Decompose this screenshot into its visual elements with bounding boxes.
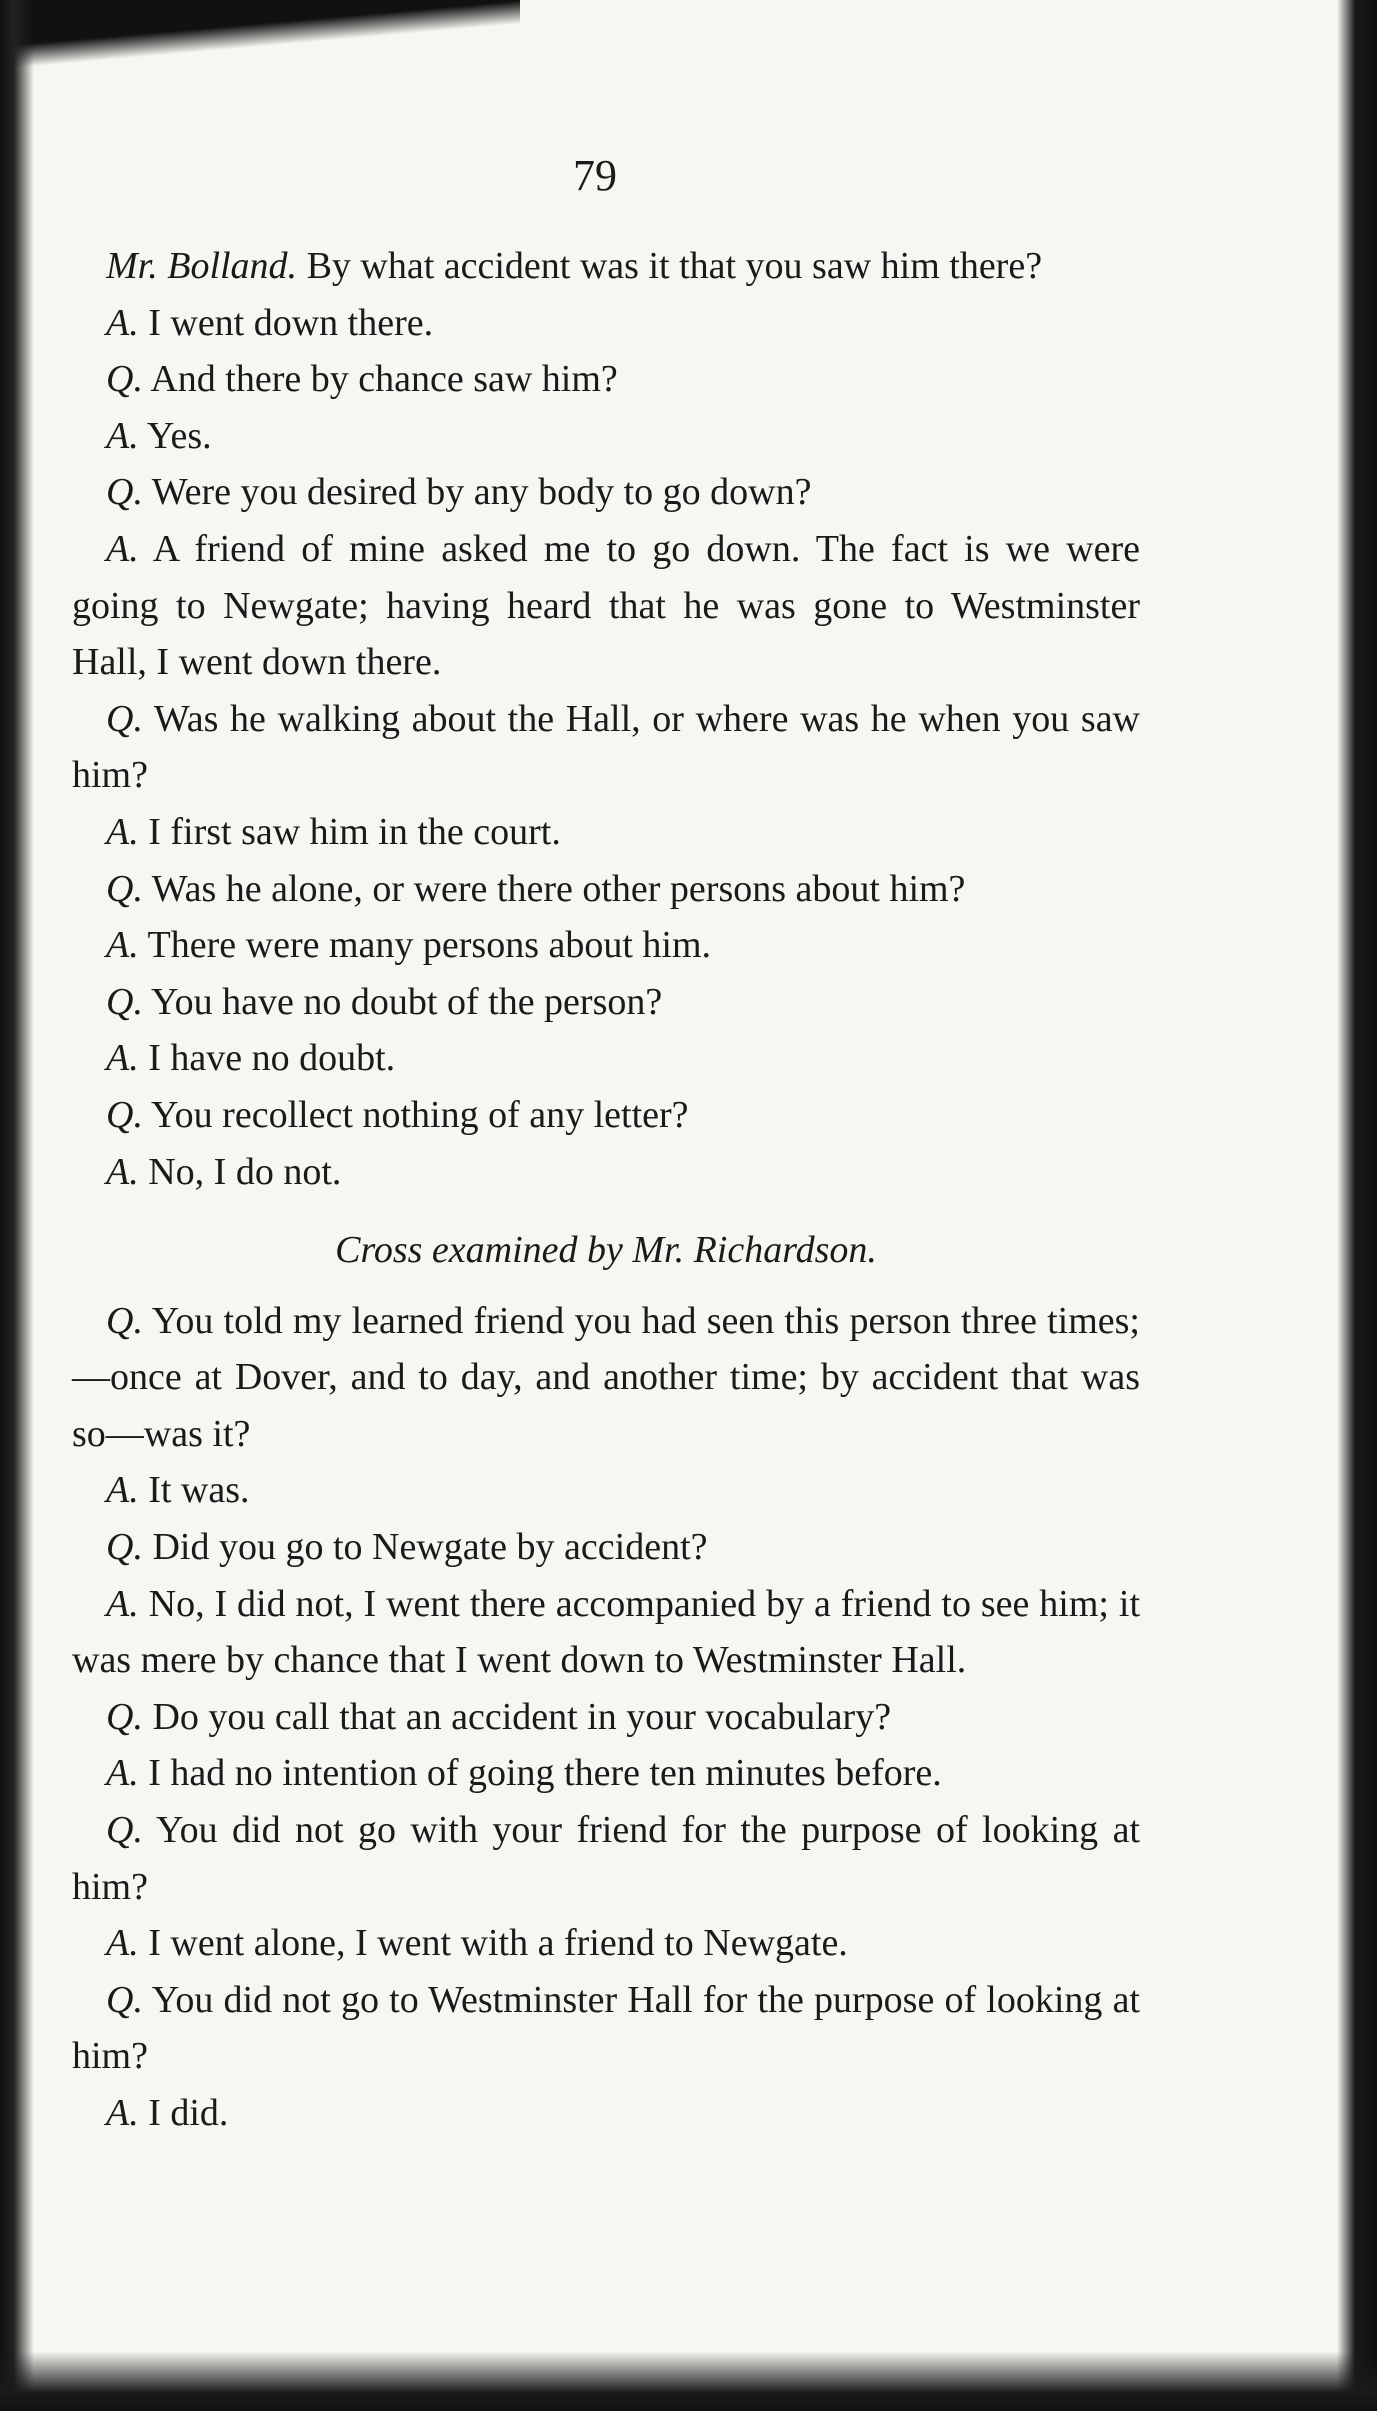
speaker-label: A. <box>106 1752 139 1795</box>
testimony-text: I went down there. <box>148 301 434 344</box>
testimony-paragraph <box>72 1745 1140 1802</box>
testimony-text: I have no doubt. <box>148 1037 396 1080</box>
section-heading: Cross examined by Mr. Richardson. <box>335 1229 877 1272</box>
testimony-paragraph <box>72 1144 1140 1201</box>
testimony-text: I had no intention of going there ten minutes before. <box>148 1752 942 1795</box>
direct-examination <box>72 238 1140 1200</box>
speaker-label: Q. <box>106 471 143 514</box>
testimony-text: And there by chance saw him? <box>150 358 618 401</box>
scan-border-left <box>0 0 34 2411</box>
speaker-label: Q. <box>106 1978 143 2021</box>
speaker-label: Q. <box>106 1299 143 1342</box>
testimony-paragraph <box>72 1915 1140 1972</box>
speaker-label: Q. <box>106 1695 143 1738</box>
testimony-paragraph <box>72 1689 1140 1746</box>
speaker-label: Q. <box>106 1809 143 1852</box>
scan-border-right <box>1337 0 1377 2411</box>
page-body <box>72 238 1140 2142</box>
testimony-paragraph <box>72 408 1140 465</box>
testimony-text: No, I do not. <box>148 1150 342 1193</box>
speaker-label: Q. <box>106 1526 143 1569</box>
testimony-text: No, I did not, I went there accompanied by a friend to see him; it was mere by chance that I went down to Westminster Hall. <box>72 1582 1141 1682</box>
testimony-text: Was he walking about the Hall, or where was he when you saw him? <box>72 697 1140 797</box>
testimony-text: Were you desired by any body to go down? <box>151 471 812 514</box>
testimony-paragraph <box>72 917 1140 974</box>
speaker-label: A. <box>106 810 139 853</box>
testimony-paragraph <box>72 974 1140 1031</box>
cross-examination <box>72 1293 1140 2142</box>
testimony-text: I did. <box>148 2092 229 2134</box>
speaker-label: A. <box>106 1922 139 1965</box>
speaker-label: Q. <box>106 867 143 910</box>
testimony-text: By what accident was it that you saw him there? <box>306 245 1043 287</box>
testimony-paragraph <box>72 1293 1140 1463</box>
speaker-label: Mr. Bolland. <box>106 245 298 287</box>
testimony-text: Was he alone, or were there other persons about him? <box>151 867 966 910</box>
testimony-paragraph <box>72 464 1140 521</box>
testimony-text: You told my learned friend you had seen this person three times;—once at Dover, and to day, and another time; by accident that was so—was it? <box>72 1299 1140 1455</box>
speaker-label: A. <box>106 1150 139 1193</box>
scan-border-bottom <box>0 2351 1377 2411</box>
testimony-paragraph <box>72 691 1140 804</box>
testimony-text: Did you go to Newgate by accident? <box>152 1526 708 1569</box>
testimony-paragraph <box>72 861 1140 918</box>
speaker-label: Q. <box>106 697 143 740</box>
testimony-text: A friend of mine asked me to go down. The fact is we were going to Newgate; having heard that he was gone to Westminster Hall, I went down there. <box>72 527 1140 684</box>
testimony-paragraph <box>72 2085 1140 2142</box>
speaker-label: A. <box>106 1582 139 1625</box>
testimony-paragraph <box>72 238 1140 295</box>
testimony-text: Do you call that an accident in your vocabulary? <box>152 1695 892 1738</box>
testimony-paragraph <box>72 1030 1140 1087</box>
testimony-paragraph <box>72 351 1140 408</box>
speaker-label: A. <box>106 2092 139 2134</box>
testimony-text: There were many persons about him. <box>147 924 712 967</box>
speaker-label: A. <box>106 1037 139 1080</box>
speaker-label: Q. <box>106 1093 143 1136</box>
speaker-label: A. <box>106 414 139 457</box>
testimony-paragraph <box>72 1519 1140 1576</box>
speaker-label: A. <box>106 924 139 967</box>
scan-border-top <box>0 0 520 70</box>
testimony-text: You recollect nothing of any letter? <box>151 1093 689 1136</box>
testimony-text: You have no doubt of the person? <box>151 980 663 1023</box>
testimony-paragraph <box>72 1802 1140 1915</box>
testimony-paragraph <box>72 1462 1140 1519</box>
testimony-text: I went alone, I went with a friend to Newgate. <box>148 1922 848 1965</box>
testimony-paragraph <box>72 1087 1140 1144</box>
testimony-text: You did not go to Westminster Hall for the purpose of looking at him? <box>72 1978 1140 2078</box>
testimony-text: Yes. <box>146 414 212 457</box>
testimony-paragraph <box>72 1576 1140 1689</box>
speaker-label: A. <box>106 527 139 570</box>
testimony-text: It was. <box>148 1469 250 1512</box>
speaker-label: A. <box>106 301 139 344</box>
testimony-paragraph <box>72 295 1140 352</box>
testimony-text: You did not go with your friend for the purpose of looking at him? <box>72 1809 1140 1908</box>
testimony-paragraph <box>72 804 1140 861</box>
testimony-paragraph <box>72 1972 1140 2085</box>
testimony-paragraph <box>72 521 1140 691</box>
testimony-text: I first saw him in the court. <box>148 810 561 853</box>
speaker-label: Q. <box>106 980 143 1023</box>
speaker-label: A. <box>106 1469 139 1512</box>
speaker-label: Q. <box>106 358 143 401</box>
page-number: 79 <box>573 151 617 200</box>
